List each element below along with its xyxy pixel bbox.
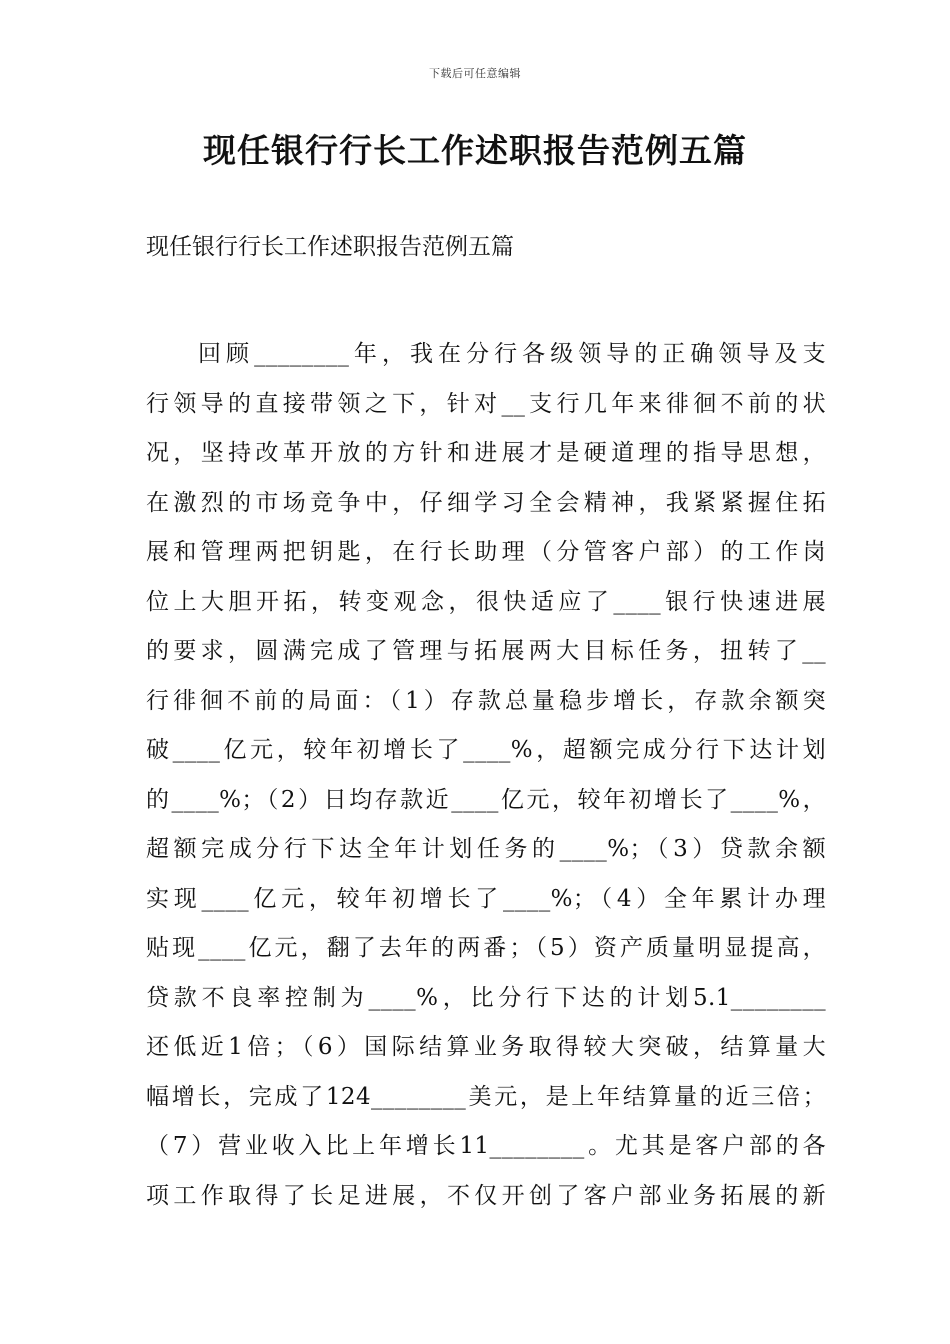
body-line: 项工作取得了长足进展，不仅开创了客户部业务拓展的新 [146, 1182, 826, 1209]
body-line: 实现____亿元，较年初增长了____%；（4）全年累计办理 [146, 885, 826, 912]
document-subtitle: 现任银行行长工作述职报告范例五篇 [146, 234, 514, 260]
body-line: 幅增长，完成了124________美元，是上年结算量的近三倍； [146, 1083, 826, 1110]
body-line: 的要求，圆满完成了管理与拓展两大目标任务，扭转了__ [146, 638, 826, 664]
body-line: 还低近1倍；（6）国际结算业务取得较大突破，结算量大 [146, 1034, 826, 1060]
body-line: 贴现____亿元，翻了去年的两番；（5）资产质量明显提高， [146, 935, 826, 961]
body-line: 贷款不良率控制为____%，比分行下达的计划5.1________ [146, 984, 826, 1011]
body-paragraph [146, 330, 826, 1221]
body-line: （7）营业收入比上年增长11________。尤其是客户部的各 [146, 1133, 826, 1159]
body-line: 况，坚持改革开放的方针和进展才是硬道理的指导思想， [146, 440, 826, 466]
body-line: 破____亿元，较年初增长了____%，超额完成分行下达计划 [146, 737, 826, 763]
body-line: 位上大胆开拓，转变观念，很快适应了____银行快速进展 [146, 588, 826, 615]
body-line: 行徘徊不前的局面：（1）存款总量稳步增长，存款余额突 [146, 687, 826, 714]
body-line: 展和管理两把钥匙，在行长助理（分管客户部）的工作岗 [146, 539, 826, 565]
body-line: 回顾________年，我在分行各级领导的正确领导及支 [198, 341, 826, 367]
body-line: 的____%；（2）日均存款近____亿元，较年初增长了____%， [146, 786, 826, 813]
body-line: 超额完成分行下达全年计划任务的____%；（3）贷款余额 [146, 836, 826, 862]
body-line: 行领导的直接带领之下，针对__支行几年来徘徊不前的状 [146, 390, 826, 417]
document-title: 现任银行行长工作述职报告范例五篇 [203, 131, 747, 170]
body-line: 在激烈的市场竞争中，仔细学习全会精神，我紧紧握住拓 [146, 489, 826, 516]
header-note: 下载后可任意编辑 [429, 67, 521, 80]
